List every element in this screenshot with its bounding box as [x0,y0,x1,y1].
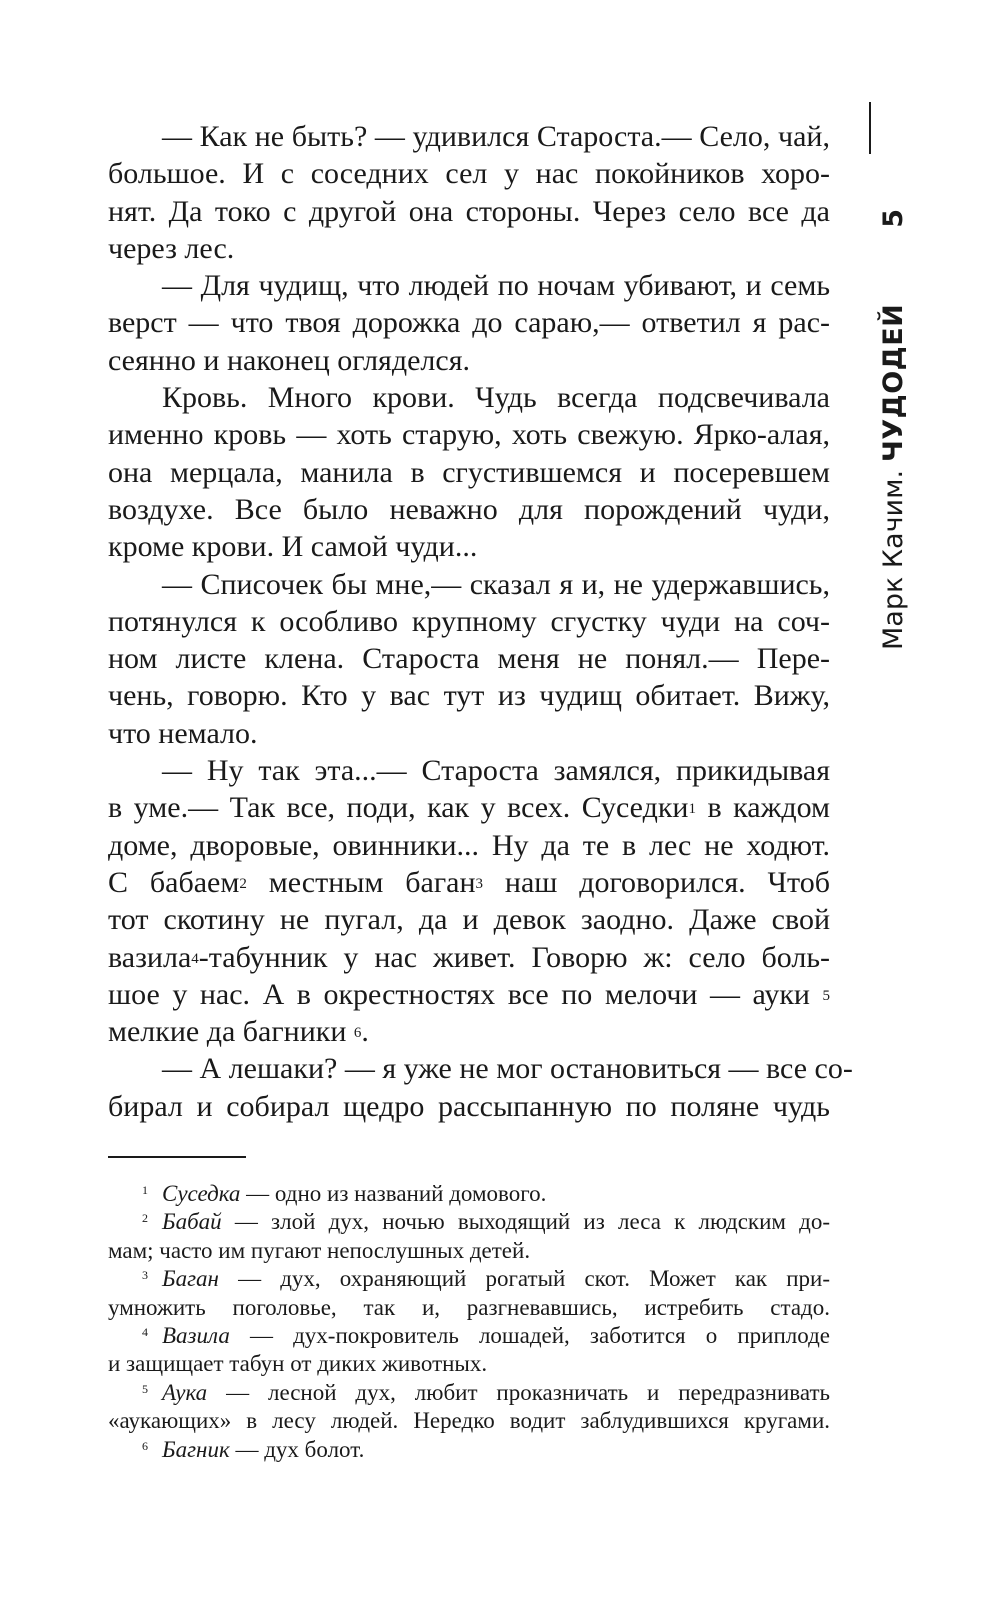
text-line [108,939,830,976]
footnote-text: — дух-покровитель лошадей, заботится о приплоде [229,1322,830,1348]
text-line: воздухе. Все было неважно для порождений чуди, [108,492,830,526]
footnote-line: «аукающих» в лесу людей. Нередко водит заблудившихся кругами. [108,1408,830,1434]
footnote-divider [108,1156,246,1158]
text-line: что немало. [108,716,258,750]
text-line: — Списочек бы мне,— сказал я и, не удержавшись, [162,567,830,601]
text-line: верст — что твоя дорожка до сараю,— ответил я рас- [108,306,830,340]
text-fragment: в каждом [695,791,830,825]
text-fragment: . [361,1015,369,1049]
footnote-term: Баган [162,1266,219,1292]
text-line: доме, дворовые, овинники... Ну да те в лес не ходют. [108,828,830,862]
text-fragment: шое у нас. А в окрестностях все по мелочи — ауки [108,977,810,1011]
footnote-term: Суседка [162,1181,241,1206]
footnote-line [108,1265,830,1293]
footnote-line [108,1436,830,1464]
footnote-text: — дух болот. [229,1436,365,1462]
text-line: именно кровь — хоть старую, хоть свежую. Ярко-алая, [108,418,830,452]
text-fragment: местным баган [246,865,476,899]
footnote-line: и защищает табун от диких животных. [108,1351,488,1377]
text-line: через лес. [108,231,235,265]
text-fragment: наш договорился. Чтоб [483,865,830,899]
page-number: 5 [878,208,909,228]
footnote-ref: 1 [688,801,696,818]
footnote-line [108,1322,830,1350]
text-fragment: -табунник у нас живет. Говорю ж: село боль- [198,940,830,974]
text-line: ном листе клена. Староста меня не понял.— Пере- [108,642,830,676]
footnote-ref: 6 [353,1025,362,1042]
footnote-term: Бабай [162,1209,222,1235]
text-line [108,864,830,901]
text-line: бирал и собирал щедро рассыпанную по поляне чудь [108,1089,830,1123]
footnote-line: мам; часто им пугают непослушных детей. [108,1237,531,1263]
footnotes [108,1180,830,1464]
footnote-number: 2 [142,1211,148,1226]
footnote-text: — одно из названий домового. [240,1181,547,1206]
footnote-number: 5 [142,1381,148,1396]
footnote-ref: 5 [822,987,831,1004]
text-line: сеянно и наконец огляделся. [108,343,471,377]
footnote-number: 1 [142,1183,148,1197]
text-line: — Как не быть? — удивился Староста.— Село, чай, [162,120,830,153]
text-line: — Ну так эта...— Староста замялся, прикидывая [162,754,830,788]
footnote-ref: 3 [475,875,484,892]
text-line: тот скотину не пугал, да и девок заодно. Даже свой [108,903,830,937]
header-author: Марк Качим. [878,469,909,650]
footnote-ref: 2 [239,875,247,892]
text-line: Кровь. Много крови. Чудь всегда подсвечивала [162,381,830,415]
footnote-line [108,1180,830,1208]
header-title: ЧУДОДЕЙ [878,303,909,462]
text-line: чень, говорю. Кто у вас тут из чудищ обитает. Вижу, [108,679,830,713]
text-line [108,789,830,826]
text-fragment: мелкие да багники [108,1015,347,1049]
text-line [108,976,830,1013]
body-text [108,118,853,1125]
footnote-number: 3 [142,1268,148,1283]
text-fragment: вазила [108,940,192,974]
footnote-line [108,1379,830,1407]
footnote-text: — злой дух, ночью выходящий из леса к людским до- [221,1209,830,1235]
footnote-number: 4 [142,1324,148,1339]
text-line: большое. И с соседних сел у нас покойников хоро- [108,157,830,191]
footnote-number: 6 [142,1438,148,1453]
footnote-line: умножить поголовье, так и, разгневавшись, истребить стадо. [108,1294,830,1320]
footnote-term: Вазила [162,1322,230,1348]
text-line: — А лешаки? — я уже не мог остановиться — все со- [162,1052,853,1086]
footnote-term: Аука [162,1379,208,1405]
text-line: — Для чудищ, что людей по ночам убивают, и семь [162,269,830,303]
running-header [876,209,912,650]
text-line: потянулся к особливо крупному сгустку чуди на соч- [108,604,830,638]
header-rule [869,102,871,154]
footnote-term: Багник [162,1436,230,1462]
text-line: кроме крови. И самой чуди... [108,530,478,564]
text-fragment: С бабаем [108,865,240,899]
footnote-text: — дух, охраняющий рогатый скот. Может как при- [218,1266,830,1292]
text-line: она мерцала, манила в сгустившемся и посеревшем [108,455,830,489]
text-line: нят. Да токо с другой она стороны. Через село все да [108,194,830,228]
footnote-ref: 4 [191,950,199,967]
text-line [108,1013,830,1050]
footnote-line [108,1208,830,1236]
text-fragment: в уме.— Так все, поди, как у всех. Суседки [108,791,689,825]
footnote-text: — лесной дух, любит проказничать и передразнивать [207,1379,830,1405]
